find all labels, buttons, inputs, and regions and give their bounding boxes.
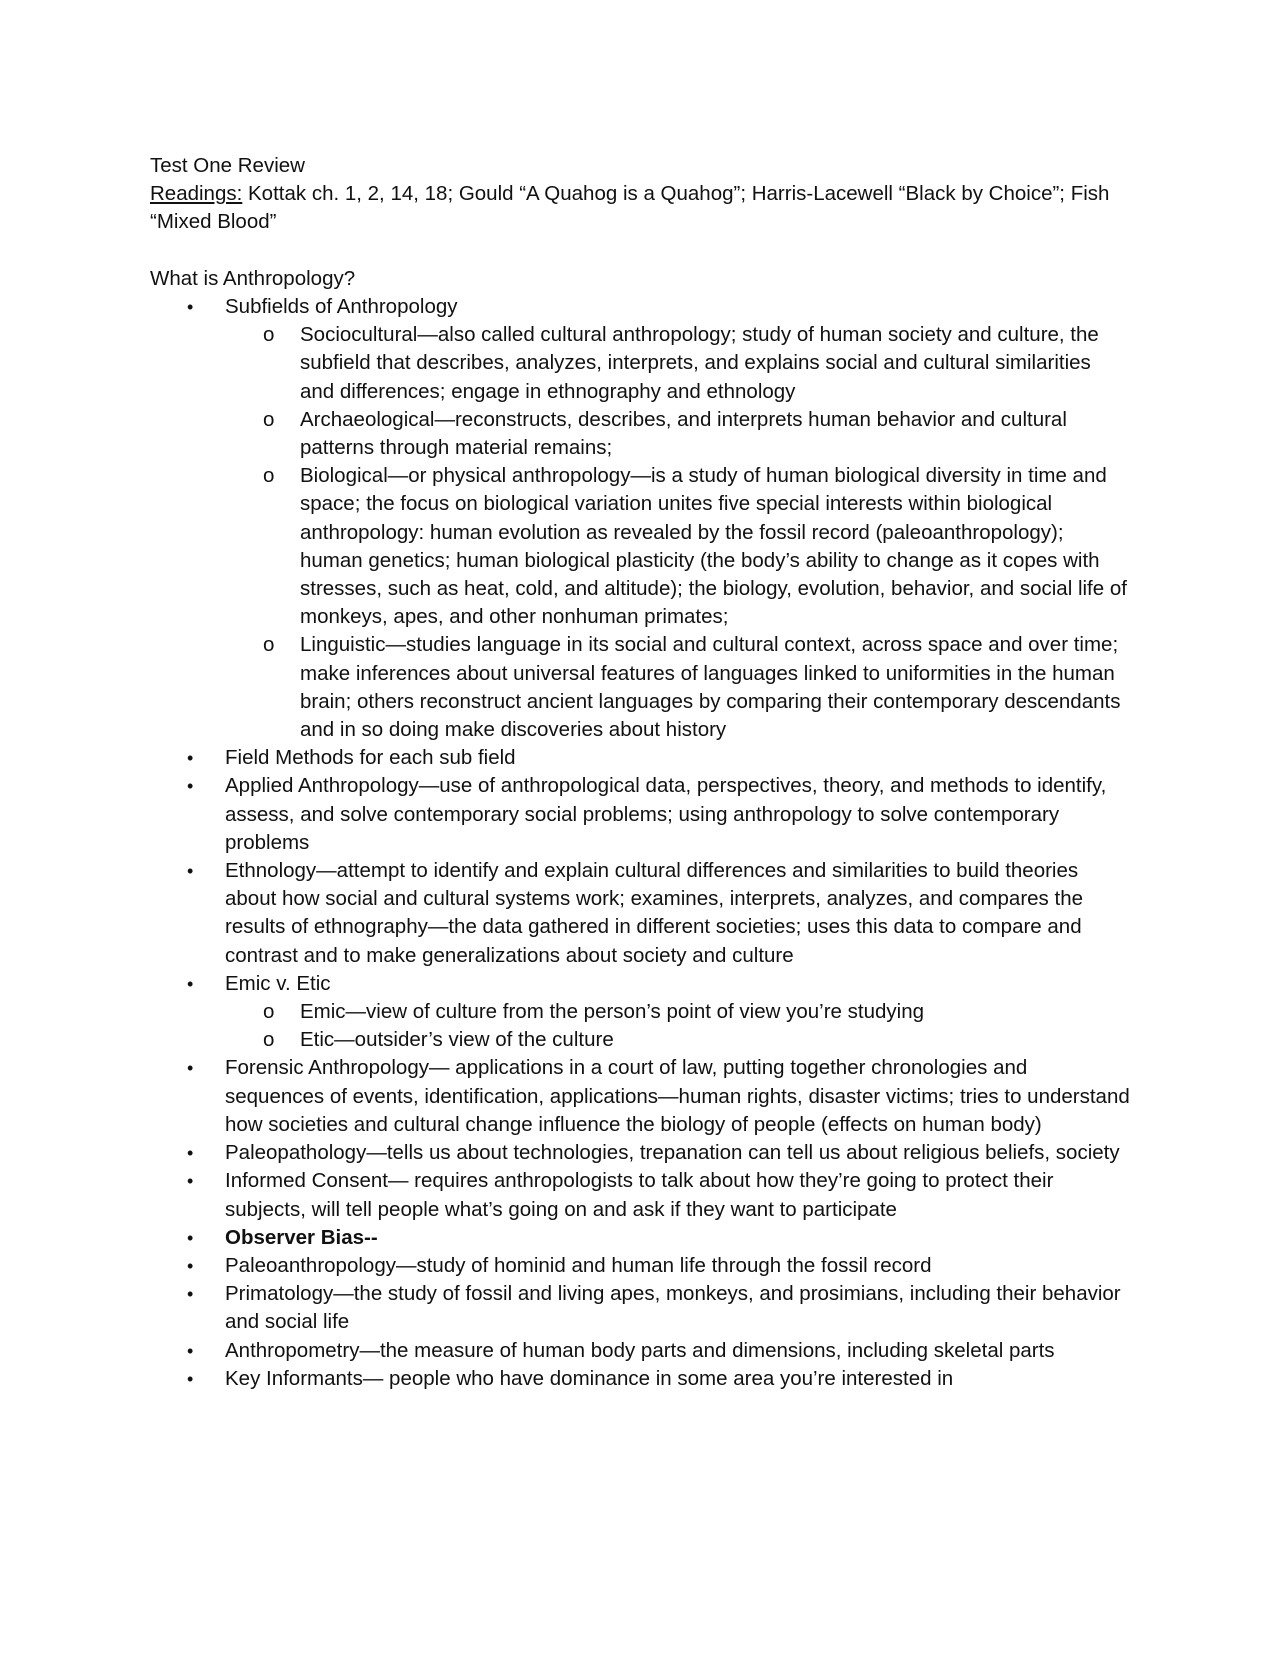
sub-bullet-icon: o [263,1028,275,1052]
list-item [150,772,1130,857]
section-heading: What is Anthropology? [150,266,356,290]
sub-list-item [150,406,1130,462]
list-item [150,1054,1130,1139]
bullet-icon: • [187,297,194,317]
bullet-icon: • [187,1227,194,1248]
list-item [150,1167,1130,1223]
item-text: Ethnology—attempt to identify and explain cultural differences and similarities to build theories about how social and cultural systems work; examines, interprets, analyzes, and compares the results of ethnography—the data gathered in different societies; uses this data to compare and contrast and to make generalizations about society and culture [225,859,1083,967]
sub-list-item [150,631,1130,744]
item-text: Informed Consent— requires anthropologists to talk about how they’re going to protect their subjects, will tell people what’s going on and ask if they want to participate [225,1169,1054,1221]
sub-list-item [150,1026,1130,1054]
item-text: Emic v. Etic [225,971,331,995]
sub-bullet-icon: o [263,464,275,488]
sub-bullet-icon: o [263,323,275,347]
bullet-icon: • [187,1340,194,1361]
sub-bullet-icon: o [263,633,275,657]
bullet-icon: • [187,1171,194,1192]
item-text: Observer Bias-- [225,1225,378,1249]
list-item [150,857,1130,970]
item-text: Primatology—the study of fossil and living apes, monkeys, and prosimians, including their behavior and social life [225,1282,1121,1334]
sub-item-text: Sociocultural—also called cultural anthropology; study of human society and culture, the subfield that describes, analyzes, interprets, and explains social and cultural similarities and differences; engage in ethnography and ethnology [300,323,1099,403]
list-item [150,744,1130,772]
list-item [150,1224,1130,1252]
item-text: Key Informants— people who have dominance in some area you’re interested in [225,1366,954,1390]
bullet-icon: • [187,776,194,797]
bullet-icon: • [187,973,194,994]
bullet-icon: • [187,1143,194,1164]
item-text: Paleopathology—tells us about technologies, trepanation can tell us about religious beliefs, society [225,1141,1120,1165]
blank-line [150,237,1130,265]
bullet-icon: • [187,748,194,769]
readings-label: Readings: [150,182,243,206]
sub-bullet-icon: o [263,407,275,431]
item-text: Paleoanthropology—study of hominid and human life through the fossil record [225,1253,932,1277]
list-item [150,1139,1130,1167]
list-item [150,1252,1130,1280]
item-text: Subfields of Anthropology [225,295,458,318]
sub-list-item [150,998,1130,1026]
list-item [150,1365,1130,1393]
readings-text: Kottak ch. 1, 2, 14, 18; Gould “A Quahog is a Quahog”; Harris-Lacewell “Black by Choice”; Fish “Mixed Blood” [150,182,1110,234]
sub-list-item [150,321,1130,406]
list-item [150,293,1130,321]
sub-item-text: Etic—outsider’s view of the culture [300,1028,614,1052]
item-text: Field Methods for each sub field [225,746,516,770]
bullet-icon: • [187,1058,194,1079]
item-text: Anthropometry—the measure of human body parts and dimensions, including skeletal parts [225,1338,1055,1362]
sub-item-text: Emic—view of culture from the person’s point of view you’re studying [300,1000,925,1024]
list-item [150,1337,1130,1365]
sub-item-text: Archaeological—reconstructs, describes, and interprets human behavior and cultural patterns through material remains; [300,407,1067,460]
bullet-icon: • [187,1255,194,1276]
item-text: Forensic Anthropology— applications in a court of law, putting together chronologies and sequences of events, identification, applications—human rights, disaster victims; tries to understand how societies and cultural change influence the biology of people (effects on human body) [225,1056,1130,1136]
bullet-icon: • [187,1284,194,1305]
item-text: Applied Anthropology—use of anthropological data, perspectives, theory, and methods to identify, assess, and solve contemporary social problems; using anthropology to solve contemporary problems [225,774,1107,854]
sub-item-text: Linguistic—studies language in its social and cultural context, across space and over time; make inferences about universal features of languages linked to uniformities in the human brain; others reconstruct ancient languages by comparing their contemporary descendants and in so doing make discoveries about history [300,633,1121,742]
bullet-icon: • [187,861,194,882]
list-item [150,970,1130,998]
sub-item-text: Biological—or physical anthropology—is a study of human biological diversity in time and space; the focus on biological variation unites five special interests within biological anthropology: human evolution as revealed by the fossil record (paleoanthropology); human genetics; human biological plasticity (the body’s ability to change as it copes with stresses, such as heat, cold, and altitude); the biology, evolution, behavior, and social life of monkeys, apes, and other nonhuman primates; [300,464,1127,629]
readings-line [150,180,1130,236]
list-item [150,1280,1130,1336]
bullet-icon: • [187,1368,194,1389]
sub-bullet-icon: o [263,1000,275,1024]
document-page [150,152,1130,1393]
doc-title: Test One Review [150,154,305,177]
sub-list-item [150,462,1130,631]
